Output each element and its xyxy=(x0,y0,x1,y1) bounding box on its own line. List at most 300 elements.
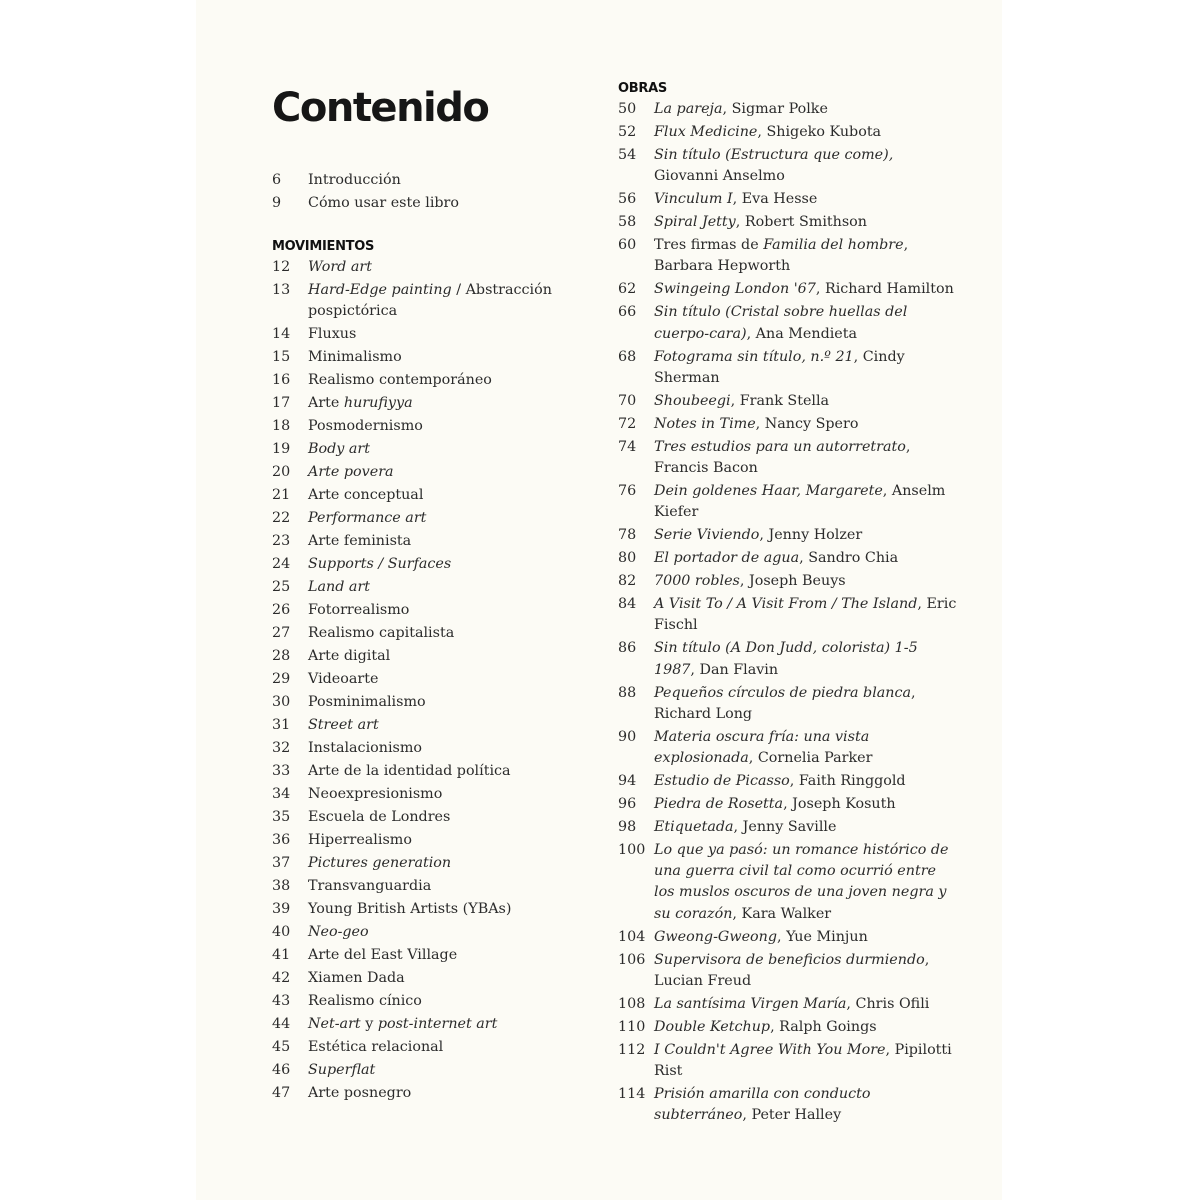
entry-title-italic: Flux Medicine xyxy=(654,124,758,140)
toc-entry xyxy=(618,99,958,120)
entry-title-italic: Swingeing London '67 xyxy=(654,281,816,298)
spacer xyxy=(272,216,582,238)
entry-title xyxy=(308,1060,582,1081)
entry-title-text: Introducción xyxy=(308,172,401,188)
page-number: 106 xyxy=(618,951,646,968)
entry-title-italic: Gweong-Gweong xyxy=(654,928,778,945)
toc-entry xyxy=(618,638,958,680)
entry-title-text: Tres firmas de xyxy=(654,237,764,254)
entry-title-italic: Supervisora de beneficios durmiendo xyxy=(654,951,925,968)
toc-entry xyxy=(272,669,582,690)
entry-title xyxy=(308,692,582,713)
toc-entry xyxy=(272,462,582,483)
entry-title-text: Arte del East Village xyxy=(308,947,458,964)
entry-title xyxy=(654,794,958,815)
toc-entry xyxy=(272,738,582,759)
toc-entry xyxy=(272,853,582,874)
page-number: 114 xyxy=(618,1086,646,1103)
entry-title xyxy=(308,170,582,191)
entry-title-italic: hurufiyya xyxy=(343,395,413,412)
toc-entry xyxy=(618,817,958,838)
page-number: 12 xyxy=(272,259,291,275)
entry-title xyxy=(308,324,582,345)
entry-title-italic: Neo-geo xyxy=(308,924,369,941)
entry-title xyxy=(654,347,958,389)
entry-title xyxy=(308,531,582,552)
page-number: 78 xyxy=(618,527,637,544)
page-number: 17 xyxy=(272,395,291,412)
page-number: 43 xyxy=(272,993,291,1010)
entry-title xyxy=(308,485,582,506)
toc-entry xyxy=(272,899,582,920)
entry-title-italic: Spiral Jetty xyxy=(654,214,736,231)
page-number: 41 xyxy=(272,947,291,964)
entry-title xyxy=(654,1084,958,1126)
entry-title-text: , Jenny Holzer xyxy=(759,527,863,544)
toc-entry xyxy=(618,840,958,925)
toc-entry xyxy=(618,727,958,769)
entry-title xyxy=(308,876,582,897)
page-number: 112 xyxy=(618,1041,646,1058)
toc-entry xyxy=(272,945,582,966)
entry-title xyxy=(308,508,582,529)
entry-title-text: , Shigeko Kubota xyxy=(757,124,882,140)
entry-title xyxy=(308,991,582,1012)
entry-title xyxy=(308,416,582,437)
entry-title-text: Escuela de Londres xyxy=(308,809,451,826)
entry-title-text: , Eva Hesse xyxy=(732,191,818,208)
entry-title-text: Minimalismo xyxy=(308,349,402,366)
entry-title-text: , Dan Flavin xyxy=(690,661,779,678)
toc-entry xyxy=(618,1017,958,1038)
entry-title xyxy=(654,189,958,210)
toc-entry xyxy=(618,994,958,1015)
toc-entry xyxy=(618,347,958,389)
page-number: 25 xyxy=(272,579,291,596)
movimientos-list xyxy=(272,257,582,1104)
toc-entry xyxy=(272,761,582,782)
entry-title-text: , Faith Ringgold xyxy=(789,773,906,790)
entry-title-text: , Kara Walker xyxy=(732,905,832,922)
toc-entry xyxy=(272,1083,582,1104)
entry-title-text: , Richard Hamilton xyxy=(815,281,954,298)
section-heading-obras: OBRAS xyxy=(618,81,667,96)
entry-title-italic: Prisión amarilla con conducto subterráneo xyxy=(654,1086,871,1124)
entry-title-text: , Jenny Saville xyxy=(733,819,837,836)
entry-title xyxy=(308,1083,582,1104)
toc-entry xyxy=(272,715,582,736)
page-number: 15 xyxy=(272,349,291,366)
entry-title-italic: Street art xyxy=(308,717,379,734)
toc-entry xyxy=(272,807,582,828)
entry-title-italic: Pictures generation xyxy=(308,855,452,872)
page-number: 62 xyxy=(618,281,637,298)
entry-title-italic: Body art xyxy=(308,441,370,458)
toc-entry xyxy=(272,531,582,552)
toc-entry xyxy=(618,414,958,435)
page-number: 86 xyxy=(618,640,637,657)
page-number: 45 xyxy=(272,1039,291,1056)
page-number: 98 xyxy=(618,819,637,836)
entry-title-italic: Materia oscura fría: una vista explosionada xyxy=(654,728,870,767)
entry-title-italic: Sin título (Cristal sobre huellas del cuerpo-cara) xyxy=(654,304,908,342)
toc-entry xyxy=(272,485,582,506)
entry-title-italic: Serie Viviendo xyxy=(654,527,760,544)
page-number: 38 xyxy=(272,878,291,895)
entry-title-italic: Notes in Time xyxy=(654,415,756,432)
entry-title xyxy=(654,638,958,680)
page-number: 27 xyxy=(272,625,291,642)
entry-title-italic: La santísima Virgen María xyxy=(654,995,847,1012)
toc-entry xyxy=(272,991,582,1012)
toc-entry xyxy=(618,548,958,569)
entry-title xyxy=(308,922,582,943)
page-number: 35 xyxy=(272,809,291,826)
entry-title xyxy=(308,945,582,966)
entry-title-text: , Francis Bacon xyxy=(654,438,911,477)
page-number: 28 xyxy=(272,648,291,665)
toc-entry xyxy=(272,1037,582,1058)
entry-title xyxy=(308,280,582,322)
entry-title-text: / Abstracción pospictórica xyxy=(308,282,552,320)
toc-entry xyxy=(618,189,958,210)
toc-entry xyxy=(618,927,958,948)
entry-title-italic: Word art xyxy=(308,259,372,275)
entry-title-text: Giovanni Anselmo xyxy=(654,168,785,185)
page-number: 84 xyxy=(618,596,637,613)
entry-title-text: Posmodernismo xyxy=(308,418,423,435)
entry-title-italic: Sin título (Estructura que come), xyxy=(654,147,894,163)
entry-title xyxy=(308,1037,582,1058)
entry-title-text: y xyxy=(360,1016,378,1033)
entry-title-italic: 7000 robles xyxy=(654,573,740,590)
entry-title-italic: Etiquetada xyxy=(654,819,734,836)
toc-entry xyxy=(272,784,582,805)
entry-title-italic: Dein goldenes Haar, Margarete xyxy=(654,483,883,500)
entry-title-text: Fluxus xyxy=(308,326,357,343)
entry-title xyxy=(654,1017,958,1038)
page-number: 76 xyxy=(618,483,637,500)
page-number: 104 xyxy=(618,928,646,945)
page-number: 36 xyxy=(272,832,291,849)
entry-title xyxy=(308,784,582,805)
toc-entry xyxy=(618,950,958,992)
entry-title xyxy=(654,1040,958,1082)
entry-title-text: , Anselm Kiefer xyxy=(654,483,946,521)
toc-entry xyxy=(272,1060,582,1081)
entry-title-text: Cómo usar este libro xyxy=(308,195,459,211)
entry-title-text: Arte xyxy=(308,395,344,412)
toc-entry xyxy=(618,594,958,636)
entry-title-text: , Eric Fischl xyxy=(654,596,957,634)
page-number: 37 xyxy=(272,855,291,872)
entry-title-text: , Yue Minjun xyxy=(777,928,868,945)
entry-title-italic: Performance art xyxy=(308,510,427,527)
entry-title xyxy=(308,669,582,690)
toc-entry xyxy=(272,646,582,667)
entry-title-text: Arte de la identidad política xyxy=(308,763,511,780)
toc-entry xyxy=(272,347,582,368)
page-number: 47 xyxy=(272,1085,291,1102)
page-number: 33 xyxy=(272,763,291,780)
page-number: 18 xyxy=(272,418,291,435)
entry-title-italic: Hard-Edge painting xyxy=(308,282,452,298)
toc-entry xyxy=(618,571,958,592)
entry-title-text: , Richard Long xyxy=(654,684,916,722)
toc-entry xyxy=(272,600,582,621)
toc-entry xyxy=(272,692,582,713)
toc-entry xyxy=(618,212,958,233)
entry-title xyxy=(308,554,582,575)
entry-title xyxy=(654,302,958,344)
toc-entry xyxy=(272,830,582,851)
toc-entry xyxy=(272,508,582,529)
page-number: 82 xyxy=(618,573,637,590)
toc-entry xyxy=(272,968,582,989)
entry-title-text: Young British Artists (YBAs) xyxy=(308,901,512,918)
toc-entry xyxy=(618,683,958,725)
entry-title xyxy=(654,727,958,769)
entry-title-text: , Peter Halley xyxy=(742,1107,842,1124)
entry-title xyxy=(654,683,958,725)
entry-title xyxy=(308,370,582,391)
toc-entry xyxy=(618,145,958,187)
entry-title-text: , Ralph Goings xyxy=(770,1018,877,1035)
toc-entry xyxy=(618,1040,958,1082)
toc-entry xyxy=(272,416,582,437)
entry-title-italic: Fotograma sin título, n.º 21 xyxy=(654,348,854,365)
entry-title xyxy=(308,257,582,278)
entry-title xyxy=(308,462,582,483)
entry-title-text: Realismo cínico xyxy=(308,993,422,1010)
toc-entry xyxy=(272,577,582,598)
page-number: 29 xyxy=(272,671,291,688)
entry-title xyxy=(308,853,582,874)
entry-title xyxy=(654,99,958,120)
entry-title-italic: Piedra de Rosetta xyxy=(654,796,784,813)
page-number: 52 xyxy=(618,124,637,140)
entry-title-italic: Superflat xyxy=(308,1062,376,1079)
entry-title-italic: I Couldn't Agree With You More xyxy=(654,1041,886,1058)
page-number: 13 xyxy=(272,282,291,298)
entry-title-italic: Net-art xyxy=(308,1016,361,1033)
entry-title-text: Arte posnegro xyxy=(308,1085,412,1102)
toc-entry xyxy=(618,794,958,815)
page-number: 50 xyxy=(618,101,637,117)
page-number: 72 xyxy=(618,415,637,432)
entry-title-text: , Pipilotti Rist xyxy=(654,1041,952,1080)
entry-title xyxy=(654,927,958,948)
entry-title xyxy=(654,145,958,187)
intro-list xyxy=(272,170,582,214)
entry-title xyxy=(654,414,958,435)
entry-title-italic: La pareja xyxy=(654,101,723,117)
toc-entry xyxy=(272,257,582,278)
page-number: 34 xyxy=(272,786,291,803)
entry-title-text: Xiamen Dada xyxy=(308,970,405,987)
page-number: 20 xyxy=(272,464,291,481)
page-number: 22 xyxy=(272,510,291,527)
toc-entry xyxy=(618,279,958,300)
entry-title-italic: Shoubeegi xyxy=(654,392,731,409)
page-number: 58 xyxy=(618,214,637,231)
page-number: 56 xyxy=(618,191,637,208)
page-number: 68 xyxy=(618,348,637,365)
entry-title-italic: Supports / Surfaces xyxy=(308,556,452,573)
page-number: 9 xyxy=(272,195,282,211)
toc-entry xyxy=(618,391,958,412)
entry-title xyxy=(654,548,958,569)
entry-title-text: Fotorrealismo xyxy=(308,602,410,619)
toc-entry xyxy=(272,1014,582,1035)
page-number: 24 xyxy=(272,556,291,573)
toc-entry xyxy=(272,439,582,460)
entry-title-italic: El portador de agua xyxy=(654,550,800,567)
page-number: 80 xyxy=(618,550,637,567)
toc-entry xyxy=(272,170,582,191)
toc-entry xyxy=(618,235,958,277)
entry-title-text: , Ana Mendieta xyxy=(746,325,858,342)
entry-title-text: Realismo capitalista xyxy=(308,625,455,642)
entry-title xyxy=(654,481,958,523)
page-number: 100 xyxy=(618,842,646,859)
entry-title-italic: Double Ketchup xyxy=(654,1018,771,1035)
entry-title-text: , Joseph Kosuth xyxy=(783,796,896,813)
entry-title-text: Transvanguardia xyxy=(308,878,432,895)
entry-title-italic: Tres estudios para un autorretrato xyxy=(654,438,906,455)
entry-title-italic: post-internet art xyxy=(377,1016,498,1033)
page-number: 90 xyxy=(618,728,637,745)
page-number: 70 xyxy=(618,392,637,409)
entry-title xyxy=(308,646,582,667)
page-number: 31 xyxy=(272,717,291,734)
page-number: 32 xyxy=(272,740,291,757)
page-number: 30 xyxy=(272,694,291,711)
entry-title xyxy=(654,771,958,792)
page-number: 42 xyxy=(272,970,291,987)
entry-title xyxy=(654,994,958,1015)
page-number: 46 xyxy=(272,1062,291,1079)
left-column xyxy=(272,170,582,1106)
page-number: 44 xyxy=(272,1016,291,1033)
entry-title xyxy=(308,738,582,759)
toc-entry xyxy=(272,876,582,897)
page-number: 16 xyxy=(272,372,291,389)
entry-title-text: , Sandro Chia xyxy=(799,550,899,567)
entry-title xyxy=(654,122,958,143)
entry-title-text: Neoexpresionismo xyxy=(308,786,443,803)
entry-title xyxy=(654,437,958,479)
entry-title-italic: Vinculum I xyxy=(654,191,733,208)
toc-entry xyxy=(272,922,582,943)
page-number: 54 xyxy=(618,147,637,163)
entry-title-italic: Pequeños círculos de piedra blanca xyxy=(654,684,912,701)
page-number: 108 xyxy=(618,995,646,1012)
page-number: 14 xyxy=(272,326,291,343)
toc-entry xyxy=(272,554,582,575)
page-number: 88 xyxy=(618,684,637,701)
toc-entry xyxy=(618,771,958,792)
toc-entry xyxy=(272,280,582,322)
page-number: 6 xyxy=(272,172,282,188)
page-number: 66 xyxy=(618,304,637,321)
entry-title-italic: Arte povera xyxy=(308,464,394,481)
toc-entry xyxy=(618,481,958,523)
entry-title xyxy=(308,577,582,598)
entry-title-italic: Familia del hombre xyxy=(763,237,904,254)
page-number: 23 xyxy=(272,533,291,550)
entry-title-italic: Sin título (A Don Judd, colorista) 1-5 1987 xyxy=(654,640,918,678)
toc-entry xyxy=(618,525,958,546)
entry-title-text: , Frank Stella xyxy=(730,392,830,409)
entry-title-text: Estética relacional xyxy=(308,1039,444,1056)
page-number: 94 xyxy=(618,773,637,790)
page-number: 110 xyxy=(618,1018,646,1035)
page-number: 96 xyxy=(618,796,637,813)
entry-title-text: , Cindy Sherman xyxy=(654,348,905,386)
page-number: 26 xyxy=(272,602,291,619)
entry-title-italic: Land art xyxy=(308,579,371,596)
entry-title xyxy=(308,968,582,989)
entry-title xyxy=(308,193,582,214)
page-number: 74 xyxy=(618,438,637,455)
entry-title xyxy=(654,840,958,925)
entry-title-text: , Sigmar Polke xyxy=(722,101,828,117)
entry-title xyxy=(308,600,582,621)
entry-title xyxy=(654,594,958,636)
entry-title-text: Realismo contemporáneo xyxy=(308,372,492,389)
entry-title xyxy=(308,623,582,644)
toc-entry xyxy=(618,302,958,344)
toc-entry xyxy=(272,324,582,345)
entry-title xyxy=(654,212,958,233)
entry-title xyxy=(654,279,958,300)
entry-title xyxy=(308,1014,582,1035)
entry-title-text: , Cornelia Parker xyxy=(748,750,873,767)
entry-title xyxy=(308,393,582,414)
page-number: 60 xyxy=(618,237,637,254)
toc-entry xyxy=(618,1084,958,1126)
section-heading-movimientos: MOVIMIENTOS xyxy=(272,239,375,254)
entry-title xyxy=(308,715,582,736)
entry-title-text: Arte feminista xyxy=(308,533,412,550)
entry-title-italic: Estudio de Picasso xyxy=(654,773,790,790)
entry-title-text: , Chris Ofili xyxy=(846,995,930,1012)
entry-title-text: , Nancy Spero xyxy=(755,415,859,432)
obras-list xyxy=(618,99,958,1126)
toc-entry xyxy=(272,370,582,391)
toc-entry xyxy=(618,122,958,143)
entry-title-text: , Joseph Beuys xyxy=(739,573,846,590)
entry-title-italic: A Visit To / A Visit From / The Island xyxy=(654,596,918,613)
entry-title-text: Instalacionismo xyxy=(308,740,423,757)
entry-title-text: Hiperrealismo xyxy=(308,832,412,849)
toc-entry xyxy=(272,193,582,214)
entry-title-text: , Lucian Freud xyxy=(654,951,930,989)
entry-title xyxy=(654,817,958,838)
entry-title-text: , Robert Smithson xyxy=(735,214,867,231)
entry-title-text: Arte conceptual xyxy=(308,487,424,504)
entry-title xyxy=(654,391,958,412)
page-title: Contenido xyxy=(272,85,489,131)
entry-title xyxy=(654,235,958,277)
entry-title xyxy=(308,761,582,782)
page-number: 39 xyxy=(272,901,291,918)
entry-title xyxy=(308,347,582,368)
entry-title xyxy=(654,525,958,546)
page-number: 19 xyxy=(272,441,291,458)
entry-title-text: Arte digital xyxy=(308,648,391,665)
